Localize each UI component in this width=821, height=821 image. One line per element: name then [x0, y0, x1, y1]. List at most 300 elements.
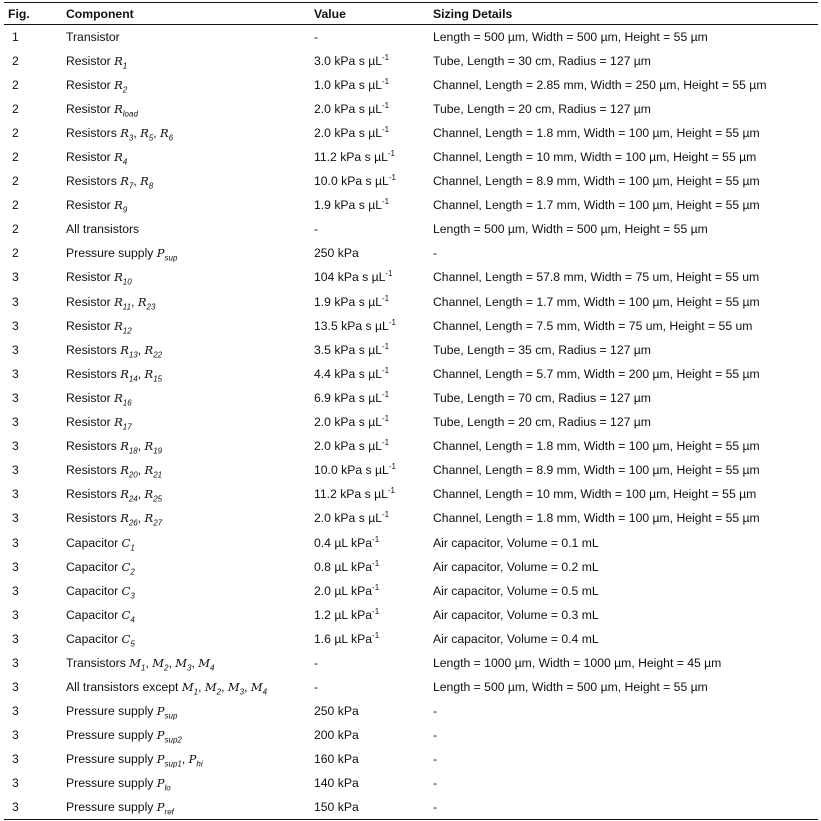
table-row	[4, 796, 818, 820]
cell-fig: 3	[12, 655, 19, 670]
cell-component	[62, 723, 310, 747]
component-symbol-subscript: 21	[153, 470, 163, 480]
component-symbol: C	[121, 607, 131, 622]
component-symbol-subscript: 8	[148, 181, 154, 191]
cell-component	[62, 121, 310, 145]
component-symbol-subscript: 10	[122, 277, 132, 287]
header-value: Value	[310, 3, 429, 25]
component-symbol-subscript: 7	[128, 181, 134, 191]
cell-fig: 3	[12, 270, 19, 285]
component-symbol-subscript: 17	[122, 422, 132, 432]
cell-component	[62, 482, 310, 506]
component-text: Pressure supply	[66, 728, 157, 743]
component-text: Pressure supply	[66, 704, 157, 719]
cell-fig: 2	[12, 174, 19, 189]
component-symbol-subscript: sup1	[164, 759, 182, 769]
component-symbol-subscript: hi	[196, 759, 203, 769]
cell-fig: 3	[12, 704, 19, 719]
table-row	[4, 482, 818, 506]
component-symbol-subscript: 1	[193, 687, 199, 697]
cell-component	[62, 290, 310, 314]
cell-fig: 3	[12, 776, 19, 791]
cell-value	[310, 675, 429, 699]
table-row	[4, 25, 818, 49]
component-symbol: C	[121, 535, 131, 550]
component-text: ,	[133, 125, 141, 140]
component-symbol: R	[120, 342, 129, 357]
cell-component	[62, 651, 310, 675]
cell-component	[62, 747, 310, 771]
cell-fig: 3	[12, 439, 19, 454]
value-exponent: -1	[372, 606, 380, 616]
component-symbol-subscript: lo	[164, 783, 171, 793]
table-row	[4, 290, 818, 314]
component-text: Capacitor	[66, 559, 122, 574]
cell-sizing-details: Air capacitor, Volume = 0.3 mL	[433, 607, 599, 622]
value-exponent: -1	[387, 486, 395, 496]
cell-fig: 3	[12, 366, 19, 381]
component-symbol: P	[156, 800, 165, 815]
cell-sizing-details: -	[433, 728, 438, 743]
component-symbol-subscript: 4	[130, 615, 135, 625]
cell-value	[310, 627, 429, 651]
cell-value	[310, 386, 429, 410]
table-body	[4, 25, 818, 820]
value-exponent: -1	[382, 389, 390, 399]
cell-value	[310, 169, 429, 193]
component-symbol: M	[250, 680, 263, 695]
component-symbol-subscript: 26	[128, 518, 138, 528]
component-text: ,	[131, 294, 138, 309]
component-text: Capacitor	[66, 631, 122, 646]
component-text: ,	[168, 655, 176, 670]
value-text: 2.0 kPa s µL	[314, 439, 382, 454]
component-symbol-subscript: 12	[122, 326, 132, 336]
component-text: Resistors	[66, 463, 121, 478]
table-row	[4, 314, 818, 338]
value-text: 200 kPa	[314, 728, 359, 743]
component-text: Resistor	[66, 270, 115, 285]
value-text: 10.0 kPa s µL	[314, 463, 389, 478]
component-text: Resistor	[66, 101, 115, 116]
value-exponent: -1	[372, 582, 380, 592]
component-text: ,	[221, 680, 228, 695]
component-text: Resistors	[66, 125, 121, 140]
table-row	[4, 506, 818, 530]
component-symbol-subscript: 9	[122, 205, 128, 215]
component-text: Transistor	[66, 29, 120, 44]
component-text: Capacitor	[66, 607, 122, 622]
component-text: ,	[137, 487, 145, 502]
table-row	[4, 675, 818, 699]
table-row	[4, 241, 818, 265]
cell-component	[62, 73, 310, 97]
component-symbol: P	[156, 752, 165, 767]
value-exponent: -1	[382, 124, 390, 134]
cell-sizing-details: Channel, Length = 1.7 mm, Width = 100 µm, Height = 55 µm	[433, 198, 760, 213]
component-sizing-table	[4, 2, 818, 820]
cell-fig: 2	[12, 222, 19, 237]
cell-sizing-details: Channel, Length = 7.5 mm, Width = 75 um, Height = 55 um	[433, 318, 753, 333]
cell-component	[62, 579, 310, 603]
component-text: Resistor	[66, 318, 115, 333]
value-text: 1.6 µL kPa	[314, 631, 373, 646]
component-text: All transistors except	[66, 680, 182, 695]
component-symbol-subscript: ref	[164, 807, 174, 817]
cell-component	[62, 338, 310, 362]
component-symbol-subscript: 2	[164, 663, 169, 673]
component-text: ,	[181, 752, 189, 767]
cell-value	[310, 796, 429, 820]
component-symbol-subscript: 11	[122, 302, 132, 312]
component-symbol-subscript: 6	[168, 133, 174, 143]
table-row	[4, 97, 818, 121]
value-text: -	[314, 29, 319, 44]
value-text: -	[314, 680, 319, 695]
component-symbol-subscript: 2	[216, 687, 222, 697]
cell-sizing-details: Length = 500 µm, Width = 500 µm, Height = 55 µm	[433, 222, 708, 237]
component-symbol: R	[120, 511, 129, 526]
value-text: -	[314, 655, 319, 670]
component-text: Resistor	[66, 390, 115, 405]
header-row	[4, 3, 818, 25]
table-row	[4, 458, 818, 482]
component-symbol: R	[144, 439, 154, 454]
cell-sizing-details: Tube, Length = 20 cm, Radius = 127 µm	[433, 415, 651, 430]
table-row	[4, 386, 818, 410]
cell-sizing-details: Air capacitor, Volume = 0.1 mL	[433, 535, 599, 550]
component-text: Resistor	[66, 294, 115, 309]
cell-value	[310, 265, 429, 289]
component-text: ,	[145, 655, 153, 670]
component-symbol: R	[144, 366, 154, 381]
value-text: 2.0 µL kPa	[314, 583, 373, 598]
table-row	[4, 771, 818, 795]
cell-fig: 2	[12, 125, 19, 140]
component-symbol: M	[175, 655, 188, 670]
table-row	[4, 73, 818, 97]
value-exponent: -1	[382, 76, 390, 86]
value-text: 3.5 kPa s µL	[314, 342, 382, 357]
component-text: Capacitor	[66, 583, 122, 598]
value-text: 250 kPa	[314, 246, 359, 261]
cell-component	[62, 49, 310, 73]
component-symbol-subscript: 1	[141, 663, 146, 673]
value-exponent: -1	[382, 100, 390, 110]
cell-sizing-details: Channel, Length = 10 mm, Width = 100 µm, Height = 55 µm	[433, 150, 757, 165]
cell-component	[62, 386, 310, 410]
table-row	[4, 169, 818, 193]
component-symbol: M	[152, 655, 165, 670]
component-symbol: R	[160, 125, 169, 140]
component-symbol: R	[120, 487, 129, 502]
cell-fig: 1	[12, 29, 19, 44]
component-text: Resistor	[66, 77, 115, 92]
cell-fig: 3	[12, 728, 19, 743]
cell-fig: 3	[4, 796, 62, 820]
cell-value	[310, 73, 429, 97]
cell-fig: 2	[12, 198, 19, 213]
cell-component	[62, 796, 310, 820]
component-symbol: M	[198, 655, 211, 670]
component-text: Pressure supply	[66, 776, 157, 791]
cell-value	[310, 49, 429, 73]
value-exponent: -1	[382, 510, 390, 520]
cell-fig: 3	[12, 318, 19, 333]
cell-fig: 3	[12, 752, 19, 767]
component-symbol: R	[114, 415, 123, 430]
cell-component	[62, 410, 310, 434]
cell-fig: 3	[12, 631, 19, 646]
cell-sizing-details: Length = 1000 µm, Width = 1000 µm, Height = 45 µm	[433, 655, 722, 670]
component-symbol-subscript: 2	[130, 567, 135, 577]
cell-fig: 3	[12, 607, 19, 622]
component-symbol-subscript: 4	[210, 663, 215, 673]
cell-sizing-details: Channel, Length = 2.85 mm, Width = 250 µm, Height = 55 µm	[433, 77, 767, 92]
value-exponent: -1	[388, 462, 396, 472]
component-symbol: R	[140, 174, 149, 189]
component-symbol-subscript: 20	[128, 470, 138, 480]
cell-fig: 3	[12, 390, 19, 405]
value-text: 0.8 µL kPa	[314, 559, 373, 574]
value-exponent: -1	[382, 438, 390, 448]
component-symbol: C	[121, 631, 131, 646]
cell-fig: 3	[12, 463, 19, 478]
component-symbol: R	[144, 463, 154, 478]
component-symbol: R	[120, 439, 129, 454]
component-symbol: M	[129, 655, 141, 670]
value-text: 0.4 µL kPa	[314, 535, 373, 550]
cell-sizing-details: Channel, Length = 10 mm, Width = 100 µm, Height = 55 µm	[433, 487, 757, 502]
cell-sizing-details: Tube, Length = 70 cm, Radius = 127 µm	[433, 390, 651, 405]
table-row	[4, 555, 818, 579]
component-symbol-subscript: sup2	[164, 735, 182, 745]
component-symbol: R	[114, 101, 123, 116]
value-text: 10.0 kPa s µL	[314, 174, 389, 189]
table-row	[4, 362, 818, 386]
cell-component	[62, 627, 310, 651]
component-symbol-subscript: 2	[122, 85, 128, 95]
cell-sizing-details: -	[433, 704, 438, 719]
component-symbol-subscript: sup	[164, 711, 178, 721]
component-symbol: M	[204, 680, 217, 695]
cell-fig: 3	[12, 342, 19, 357]
cell-fig: 3	[12, 680, 19, 695]
component-symbol-subscript: 4	[262, 687, 268, 697]
table-row	[4, 603, 818, 627]
cell-value	[310, 771, 429, 795]
component-symbol-subscript: 5	[148, 133, 154, 143]
cell-component	[62, 145, 310, 169]
component-symbol-subscript: 3	[187, 663, 192, 673]
component-symbol: R	[120, 366, 129, 381]
value-exponent: -1	[387, 148, 395, 158]
cell-sizing-details: Channel, Length = 1.7 mm, Width = 100 µm, Height = 55 µm	[433, 294, 760, 309]
component-symbol: P	[156, 728, 165, 743]
component-symbol: R	[114, 390, 123, 405]
cell-value	[310, 747, 429, 771]
cell-component	[62, 506, 310, 530]
cell-component	[62, 555, 310, 579]
table-row	[4, 265, 818, 289]
cell-value	[310, 530, 429, 554]
cell-value	[310, 555, 429, 579]
component-symbol: C	[121, 559, 131, 574]
component-symbol-subscript: 3	[130, 591, 135, 601]
cell-component	[62, 169, 310, 193]
value-text: 11.2 kPa s µL	[314, 150, 388, 165]
value-text: 104 kPa s µL	[314, 270, 386, 285]
component-symbol: R	[120, 463, 129, 478]
component-text: Transistors	[66, 655, 130, 670]
cell-value	[310, 603, 429, 627]
value-exponent: -1	[382, 52, 390, 62]
component-text: Resistors	[66, 174, 121, 189]
cell-fig: 2	[12, 53, 19, 68]
cell-component	[62, 675, 310, 699]
table-row	[4, 651, 818, 675]
value-exponent: -1	[372, 558, 380, 568]
table-row	[4, 579, 818, 603]
value-text: 1.9 kPa s µL	[314, 198, 382, 213]
value-text: 1.0 kPa s µL	[314, 77, 382, 92]
table-row	[4, 627, 818, 651]
component-text: Resistors	[66, 511, 121, 526]
component-symbol: R	[114, 150, 123, 165]
component-symbol: M	[181, 680, 194, 695]
cell-sizing-details: Tube, Length = 30 cm, Radius = 127 µm	[433, 53, 651, 68]
component-symbol-subscript: 22	[153, 350, 163, 360]
cell-sizing-details: Channel, Length = 8.9 mm, Width = 100 µm, Height = 55 µm	[433, 463, 760, 478]
component-symbol-subscript: 14	[128, 374, 138, 384]
cell-component	[62, 771, 310, 795]
value-text: 160 kPa	[314, 752, 359, 767]
component-symbol-subscript: 16	[122, 398, 132, 408]
cell-value	[310, 193, 429, 217]
cell-sizing-details: Channel, Length = 1.8 mm, Width = 100 µm, Height = 55 µm	[433, 125, 760, 140]
table-row	[4, 434, 818, 458]
component-symbol: C	[121, 583, 131, 598]
component-text: ,	[137, 366, 145, 381]
value-text: 2.0 kPa s µL	[314, 415, 382, 430]
header-sizing-details: Sizing Details	[429, 3, 818, 25]
cell-value	[310, 506, 429, 530]
component-text: ,	[137, 511, 145, 526]
table-row	[4, 145, 818, 169]
component-symbol: P	[156, 776, 165, 791]
component-symbol-subscript: 1	[130, 542, 135, 552]
value-text: 2.0 kPa s µL	[314, 101, 382, 116]
component-text: ,	[191, 655, 199, 670]
table-row	[4, 747, 818, 771]
cell-value	[310, 217, 429, 241]
cell-value	[310, 362, 429, 386]
cell-component	[62, 362, 310, 386]
value-text: 1.2 µL kPa	[314, 607, 373, 622]
component-symbol-subscript: 19	[153, 446, 163, 456]
cell-value	[310, 458, 429, 482]
cell-value	[310, 699, 429, 723]
cell-value	[310, 579, 429, 603]
component-symbol-subscript: sup	[164, 253, 178, 263]
cell-value	[310, 121, 429, 145]
component-symbol-subscript: 5	[130, 639, 135, 649]
table-row	[4, 410, 818, 434]
cell-value	[310, 723, 429, 747]
cell-sizing-details: Channel, Length = 5.7 mm, Width = 200 µm, Height = 55 µm	[433, 366, 760, 381]
component-symbol-subscript: 4	[122, 157, 128, 167]
component-text: Capacitor	[66, 535, 122, 550]
component-text: ,	[137, 463, 145, 478]
cell-sizing-details: Air capacitor, Volume = 0.5 mL	[433, 583, 599, 598]
component-text: Pressure supply	[66, 800, 157, 815]
table-header	[4, 3, 818, 25]
cell-component	[62, 699, 310, 723]
component-symbol: P	[156, 704, 165, 719]
cell-sizing-details: Tube, Length = 35 cm, Radius = 127 µm	[433, 342, 651, 357]
cell-component	[62, 603, 310, 627]
component-symbol: R	[120, 125, 129, 140]
cell-sizing-details: -	[433, 752, 438, 767]
component-symbol: R	[140, 125, 149, 140]
component-text: All transistors	[66, 222, 140, 237]
value-text: 2.0 kPa s µL	[314, 511, 382, 526]
component-symbol: R	[114, 53, 123, 68]
value-exponent: -1	[388, 317, 396, 327]
component-text: ,	[198, 680, 205, 695]
cell-component	[62, 458, 310, 482]
component-text: Resistors	[66, 342, 121, 357]
value-text: 3.0 kPa s µL	[314, 53, 382, 68]
component-text: Pressure supply	[66, 752, 157, 767]
value-text: 2.0 kPa s µL	[314, 125, 382, 140]
component-symbol-subscript: 1	[122, 61, 128, 71]
value-text: 6.9 kPa s µL	[314, 390, 382, 405]
cell-sizing-details: Length = 500 µm, Width = 500 µm, Height = 55 µm	[433, 680, 708, 695]
component-symbol-subscript: 13	[128, 350, 138, 360]
header-fig: Fig.	[4, 3, 62, 25]
component-text: ,	[133, 174, 141, 189]
value-text: 250 kPa	[314, 704, 359, 719]
value-text: 150 kPa	[314, 800, 359, 815]
cell-fig: 3	[12, 511, 19, 526]
value-exponent: -1	[388, 173, 396, 183]
value-exponent: -1	[382, 413, 390, 423]
value-text: 13.5 kPa s µL	[314, 318, 389, 333]
component-symbol: R	[114, 198, 123, 213]
component-symbol: P	[156, 246, 165, 261]
component-symbol-subscript: 3	[128, 133, 134, 143]
component-symbol: R	[144, 342, 154, 357]
component-text: Resistors	[66, 487, 121, 502]
component-text: Resistor	[66, 53, 115, 68]
component-text: ,	[137, 342, 145, 357]
cell-value	[310, 651, 429, 675]
component-text: ,	[244, 680, 251, 695]
cell-value	[310, 434, 429, 458]
component-symbol: R	[144, 487, 154, 502]
component-symbol-subscript: 23	[146, 302, 156, 312]
component-text: Pressure supply	[66, 246, 157, 261]
table-row	[4, 193, 818, 217]
cell-sizing-details: Air capacitor, Volume = 0.2 mL	[433, 559, 599, 574]
component-symbol-subscript: 24	[128, 494, 138, 504]
component-symbol: M	[227, 680, 240, 695]
cell-component	[62, 434, 310, 458]
component-table-container	[4, 2, 818, 820]
header-component: Component	[62, 3, 310, 25]
component-text: Resistors	[66, 439, 121, 454]
